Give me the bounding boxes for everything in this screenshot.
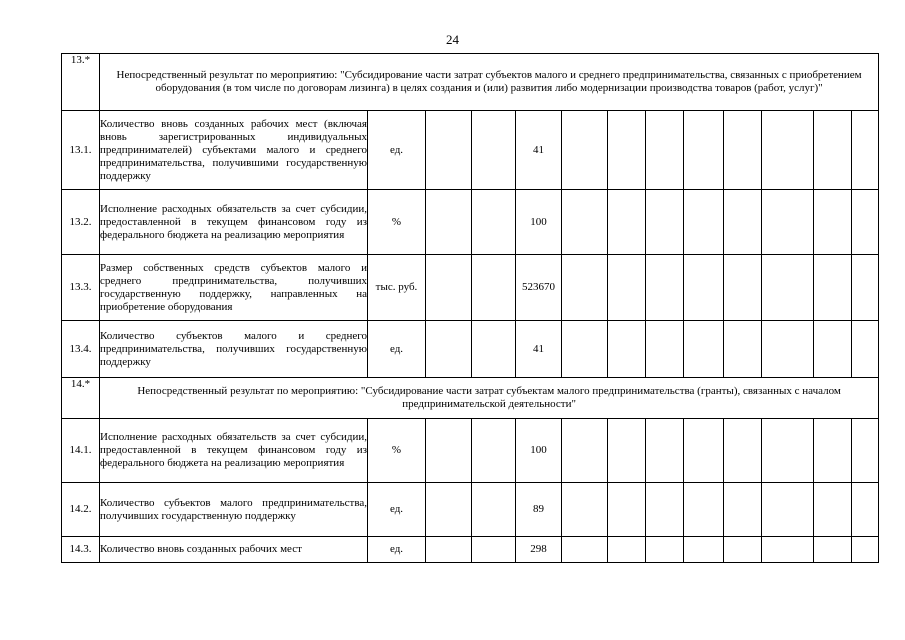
row-number: 13.1.	[62, 111, 100, 190]
empty-cell	[562, 419, 608, 483]
empty-cell	[724, 255, 762, 321]
empty-cell	[608, 483, 646, 537]
indicator-name: Количество субъектов малого и среднего предпринимательства, получивших государственную поддержку	[100, 321, 368, 378]
empty-cell	[814, 321, 852, 378]
row-number: 14.2.	[62, 483, 100, 537]
indicator-name: Количество вновь созданных рабочих мест	[100, 537, 368, 563]
empty-cell	[426, 111, 472, 190]
empty-cell	[684, 321, 724, 378]
empty-cell	[608, 321, 646, 378]
empty-cell	[852, 321, 879, 378]
section-row	[62, 378, 879, 419]
empty-cell	[426, 483, 472, 537]
empty-cell	[646, 537, 684, 563]
table-row	[62, 419, 879, 483]
empty-cell	[814, 255, 852, 321]
empty-cell	[762, 190, 814, 255]
empty-cell	[762, 483, 814, 537]
unit-cell: ед.	[368, 111, 426, 190]
row-number: 13.3.	[62, 255, 100, 321]
value-cell: 298	[516, 537, 562, 563]
empty-cell	[684, 419, 724, 483]
value-cell: 41	[516, 111, 562, 190]
empty-cell	[608, 255, 646, 321]
empty-cell	[852, 111, 879, 190]
empty-cell	[472, 321, 516, 378]
empty-cell	[426, 537, 472, 563]
table-row	[62, 255, 879, 321]
empty-cell	[608, 190, 646, 255]
page-number: 24	[446, 32, 459, 47]
unit-cell: %	[368, 419, 426, 483]
empty-cell	[684, 255, 724, 321]
empty-cell	[646, 483, 684, 537]
empty-cell	[814, 483, 852, 537]
table-row	[62, 321, 879, 378]
empty-cell	[646, 190, 684, 255]
empty-cell	[684, 537, 724, 563]
empty-cell	[724, 190, 762, 255]
empty-cell	[852, 419, 879, 483]
empty-cell	[426, 255, 472, 321]
row-number: 14.*	[62, 378, 100, 419]
indicator-name: Количество субъектов малого предпринимательства, получивших государственную поддержку	[100, 483, 368, 537]
empty-cell	[472, 537, 516, 563]
table-row	[62, 537, 879, 563]
empty-cell	[852, 483, 879, 537]
empty-cell	[646, 111, 684, 190]
unit-cell: тыс. руб.	[368, 255, 426, 321]
empty-cell	[762, 537, 814, 563]
unit-cell: ед.	[368, 537, 426, 563]
row-number: 14.3.	[62, 537, 100, 563]
row-number: 13.2.	[62, 190, 100, 255]
empty-cell	[814, 190, 852, 255]
empty-cell	[684, 483, 724, 537]
empty-cell	[472, 255, 516, 321]
empty-cell	[608, 537, 646, 563]
unit-cell: ед.	[368, 483, 426, 537]
empty-cell	[426, 419, 472, 483]
section-title: Непосредственный результат по мероприятию: "Субсидирование части затрат субъектов малого и среднего предпринимательства, связанных с приобретением оборудования (в том числе по договорам лизинга) в целях создания и (или) развития либо модернизации производства товаров (работ, услуг)"	[100, 54, 879, 111]
empty-cell	[426, 190, 472, 255]
empty-cell	[852, 190, 879, 255]
row-number: 13.*	[62, 54, 100, 111]
empty-cell	[684, 190, 724, 255]
indicator-name: Исполнение расходных обязательств за счет субсидии, предоставленной в текущем финансовом году из федерального бюджета на реализацию мероприятия	[100, 419, 368, 483]
indicator-name: Исполнение расходных обязательств за счет субсидии, предоставленной в текущем финансовом году из федерального бюджета на реализацию мероприятия	[100, 190, 368, 255]
empty-cell	[608, 111, 646, 190]
empty-cell	[814, 419, 852, 483]
empty-cell	[814, 537, 852, 563]
empty-cell	[762, 255, 814, 321]
empty-cell	[562, 255, 608, 321]
empty-cell	[562, 321, 608, 378]
value-cell: 41	[516, 321, 562, 378]
empty-cell	[724, 321, 762, 378]
section-row	[62, 54, 879, 111]
empty-cell	[562, 190, 608, 255]
table-row	[62, 111, 879, 190]
empty-cell	[562, 483, 608, 537]
table-body	[62, 54, 879, 563]
empty-cell	[852, 255, 879, 321]
indicator-name: Количество вновь созданных рабочих мест (включая вновь зарегистрированных индивидуальных предпринимателей) субъектами малого и среднего предпринимательства, получившими государственную поддержку	[100, 111, 368, 190]
indicators-table	[61, 53, 879, 563]
empty-cell	[646, 419, 684, 483]
empty-cell	[562, 537, 608, 563]
unit-cell: %	[368, 190, 426, 255]
empty-cell	[762, 321, 814, 378]
value-cell: 100	[516, 419, 562, 483]
empty-cell	[472, 483, 516, 537]
table-row	[62, 483, 879, 537]
empty-cell	[724, 537, 762, 563]
value-cell: 523670	[516, 255, 562, 321]
empty-cell	[724, 111, 762, 190]
unit-cell: ед.	[368, 321, 426, 378]
empty-cell	[724, 483, 762, 537]
empty-cell	[426, 321, 472, 378]
empty-cell	[646, 321, 684, 378]
table-row	[62, 190, 879, 255]
value-cell: 89	[516, 483, 562, 537]
empty-cell	[646, 255, 684, 321]
empty-cell	[472, 419, 516, 483]
value-cell: 100	[516, 190, 562, 255]
empty-cell	[762, 419, 814, 483]
indicator-name: Размер собственных средств субъектов малого и среднего предпринимательства, получивших государственную поддержку, направленных на приобретение оборудования	[100, 255, 368, 321]
empty-cell	[684, 111, 724, 190]
empty-cell	[472, 190, 516, 255]
empty-cell	[852, 537, 879, 563]
empty-cell	[814, 111, 852, 190]
section-title: Непосредственный результат по мероприятию: "Субсидирование части затрат субъектам малого предпринимательства (гранты), связанных с началом предпринимательской деятельности"	[100, 378, 879, 419]
empty-cell	[608, 419, 646, 483]
row-number: 13.4.	[62, 321, 100, 378]
empty-cell	[472, 111, 516, 190]
empty-cell	[562, 111, 608, 190]
empty-cell	[724, 419, 762, 483]
empty-cell	[762, 111, 814, 190]
row-number: 14.1.	[62, 419, 100, 483]
